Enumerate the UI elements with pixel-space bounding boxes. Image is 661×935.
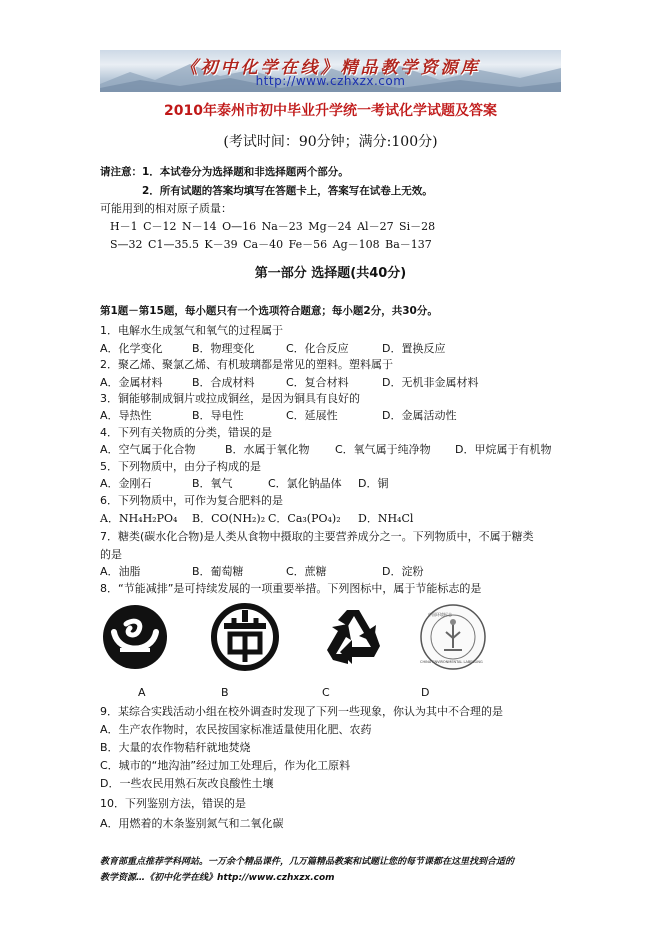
option: B．物理变化 [192,342,255,355]
option: C．Ca₃(PO₄)₂ [268,512,341,525]
banner-url-link[interactable]: http://www.czhxzx.com [255,74,406,88]
question-9-choice-c: C．城市的“地沟油”经过加工处理后，作为化工原料 [100,759,351,772]
section-title: 第一部分 选择题(共40分) [254,266,407,281]
logo-label-c: C [322,686,330,699]
question-10-choice-a: A．用燃着的木条鉴别氮气和二氧化碳 [100,817,284,830]
option: C．氧气属于纯净物 [335,443,431,456]
atomic-mass-intro: 可能用到的相对原子质量： [100,202,232,215]
question-9-choice-a: A．生产农作物时，农民按国家标准适量使用化肥、农药 [100,723,372,736]
logo-label-a: A [138,686,146,699]
option: C．化合反应 [286,342,349,355]
option: D．NH₄Cl [358,512,414,525]
exam-title: 2010年泰州市初中毕业升学统一考试化学试题及答案 [164,103,497,119]
logo-label-d: D [421,686,430,699]
option: A．化学变化 [100,342,163,355]
atomic-mass-row-1: H－1 C－12 N－14 O—16 Na－23 Mg－24 Al－27 Si－28 [110,220,436,233]
option: C．蔗糖 [286,565,327,578]
option: D．淀粉 [382,565,424,578]
question-9-choice-b: B．大量的农作物秸秆就地焚烧 [100,741,251,754]
logo-d-cn-text: 中国环境标志 [428,612,452,617]
option: B．合成材料 [192,376,255,389]
question-9-choice-d: D．一些农民用熟石灰改良酸性土壤 [100,777,274,790]
option: A．NH₄H₂PO₄ [100,512,178,525]
option: B．导电性 [192,409,244,422]
question-1-stem: 1．电解水生成氢气和氧气的过程属于 [100,324,283,337]
question-2-stem: 2．聚乙烯、聚氯乙烯、有机玻璃都是常见的塑料。塑料属于 [100,358,393,371]
logo-d-ring-text: CHINA ENVIRONMENTAL LABELLING [420,660,483,664]
banner-title: 《初中化学在线》精品教学资源库 [180,58,481,78]
logo-label-b: B [221,686,229,699]
site-banner [100,50,561,92]
option: B．葡萄糖 [192,565,244,578]
option: D．甲烷属于有机物 [455,443,552,456]
energy-saving-logo-a-icon [100,602,170,672]
question-9-stem: 9．某综合实践活动小组在校外调查时发现了下列一些现象，你认为其中不合理的是 [100,705,503,718]
option: B．氧气 [192,477,233,490]
note-line-1: 请注意：1．本试卷分为选择题和非选择题两个部分。 [100,166,349,178]
question-10-stem: 10．下列鉴别方法，错误的是 [100,797,246,810]
question-7-stem-line-2: 的是 [100,548,122,561]
section-instructions: 第1题－第15题，每小题只有一个选项符合题意；每小题2分，共30分。 [100,305,438,317]
option: D．金属活动性 [382,409,457,422]
option: A．金刚石 [100,477,152,490]
option: A．导热性 [100,409,152,422]
option: B．CO(NH₂)₂ [192,512,266,525]
option: D．无机非金属材料 [382,376,479,389]
atomic-mass-row-2: S—32 C1—35.5 K－39 Ca－40 Fe－56 Ag－108 Ba－137 [110,238,432,251]
question-8-stem: 8．“节能减排”是可持续发展的一项重要举措。下列图标中，属于节能标志的是 [100,582,482,595]
option: A．油脂 [100,565,141,578]
option: D．置换反应 [382,342,446,355]
option: B．水属于氧化物 [225,443,310,456]
exam-subtitle: (考试时间：90分钟；满分:100分) [223,134,438,150]
footer-line-2[interactable]: 教学资源…《初中化学在线》http://www.czhxzx.com [100,873,335,883]
option: C．延展性 [286,409,338,422]
option: C．氯化钠晶体 [268,477,342,490]
option: D．铜 [358,477,389,490]
recycle-icon [318,602,388,672]
footer-line-1: 教育部重点推荐学科网站。一万余个精品课件，几万篇精品教案和试题让您的每节课都在这里找到合适的 [100,857,515,867]
option: A．金属材料 [100,376,163,389]
option: A．空气属于化合物 [100,443,196,456]
question-4-stem: 4．下列有关物质的分类，错误的是 [100,426,272,439]
question-6-stem: 6．下列物质中，可作为复合肥料的是 [100,494,283,507]
question-7-stem-line-1: 7．糖类(碳水化合物)是人类从食物中摄取的主要营养成分之一。下列物质中，不属于糖类 [100,530,534,543]
note-line-2: 2．所有试题的答案均填写在答题卡上，答案写在试卷上无效。 [142,185,433,197]
question-5-stem: 5．下列物质中，由分子构成的是 [100,460,261,473]
option: C．复合材料 [286,376,349,389]
water-saving-logo-b-icon [210,602,280,672]
question-3-stem: 3．铜能够制成铜片或拉成铜丝，是因为铜具有良好的 [100,392,360,405]
